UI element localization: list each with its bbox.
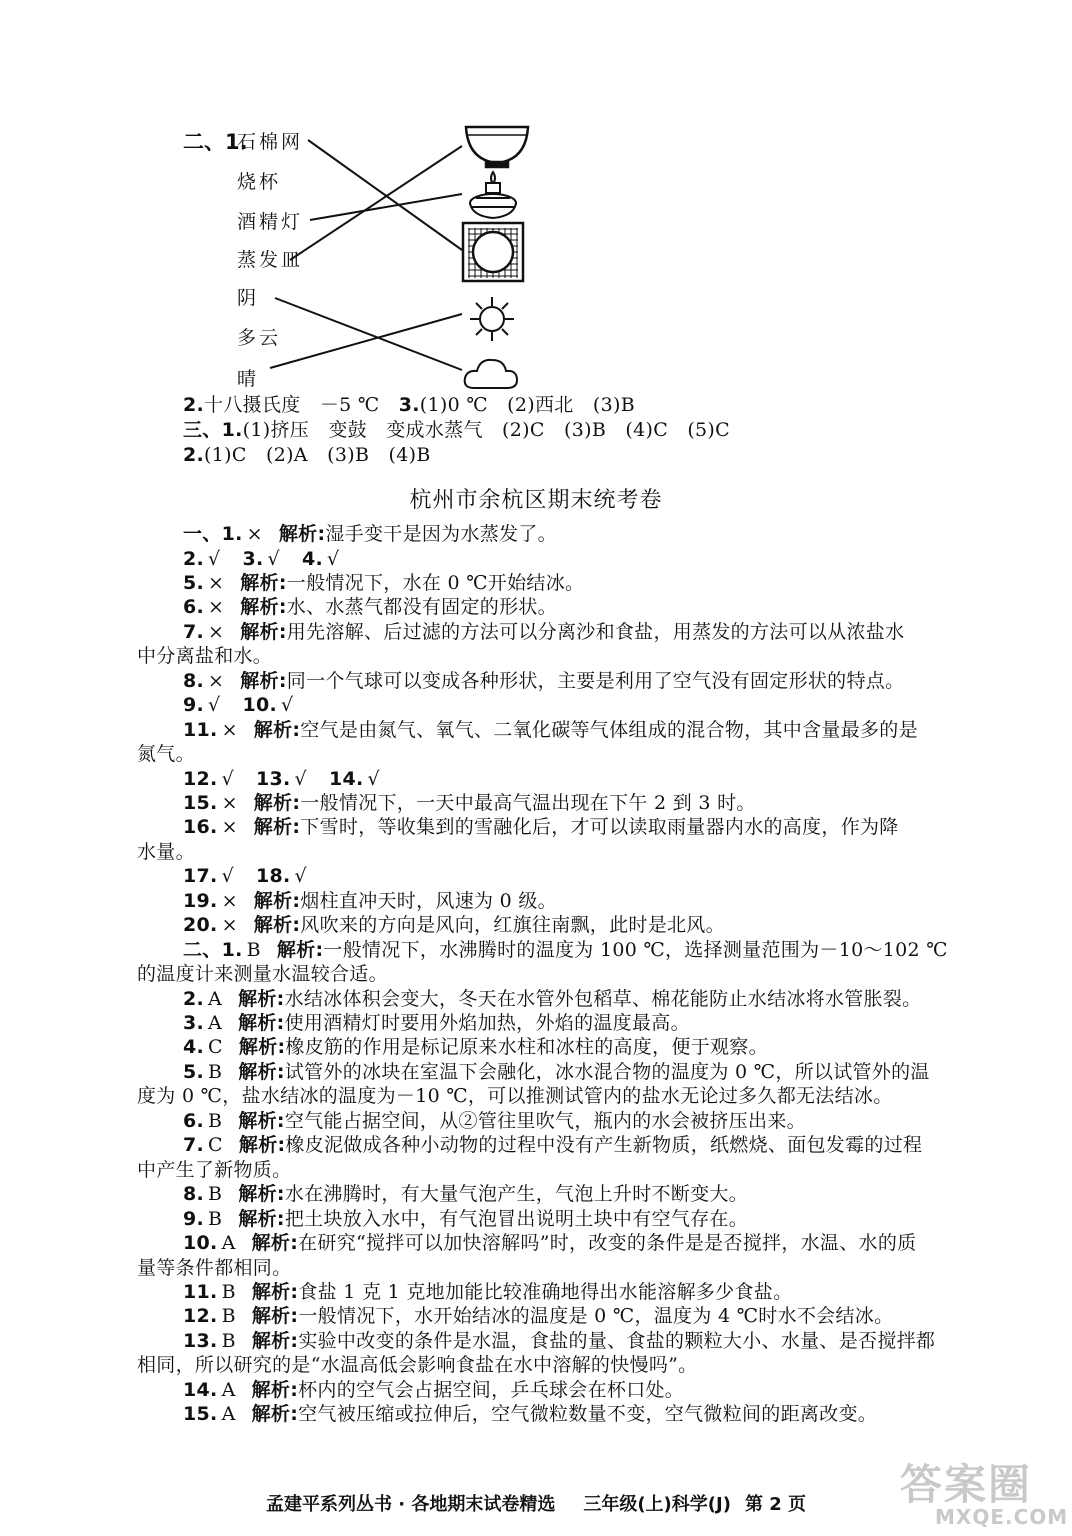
answer-text: (1)挤压 变鼓 变成水蒸气 (2)C (3)B (4)C (5)C: [242, 419, 730, 441]
question-number: 5.: [183, 571, 205, 594]
answer-line: [183, 1402, 877, 1426]
question-number: 12.: [183, 767, 218, 790]
explanation-tag: 解析:: [276, 938, 324, 961]
answer-line: [183, 595, 557, 619]
footer-page-suffix: 页: [788, 1494, 807, 1515]
explanation-text: 用先溶解、后过滤的方法可以分离沙和食盐，用蒸发的方法可以从浓盐水: [286, 620, 905, 643]
answer-mark: C: [208, 1036, 223, 1059]
answer-mark: √: [294, 865, 307, 888]
answer-line: [183, 864, 307, 888]
answer-mark: √: [367, 767, 380, 790]
answer-mark: A: [208, 1012, 223, 1034]
answer-text: (1)C (2)A (3)B (4)B: [204, 444, 431, 466]
explanation-text: 水在沸腾时，有大量气泡产生，气泡上升时不断变大。: [284, 1183, 749, 1206]
explanation-text: 下雪时，等收集到的雪融化后，才可以读取雨量器内水的高度，作为降: [300, 816, 899, 839]
answer-mark: B: [221, 1305, 236, 1328]
answer-text: (1)0 ℃ (2)西北 (3)B: [419, 394, 635, 416]
explanation-text: 空气被压缩或拉伸后，空气微粒数量不变，空气微粒间的距离改变。: [298, 1403, 878, 1426]
exam-title: 杭州市余杭区期末统考卷: [409, 488, 663, 513]
question-number: 18.: [255, 865, 291, 888]
explanation-text: 食盐 1 克 1 克地加能比较准确地得出水能溶解多少食盐。: [298, 1280, 793, 1303]
question-number: 2.: [183, 547, 205, 570]
answer-line: [183, 547, 339, 571]
matching-left-item: 酒精灯: [237, 211, 304, 233]
answer-mark: √: [267, 547, 280, 570]
explanation-tag: 解析:: [238, 987, 285, 1010]
answer-line: [183, 791, 756, 815]
answer-line: [183, 1035, 768, 1059]
answer-number: 三、1.: [183, 419, 243, 441]
explanation-tag: 解析:: [251, 1329, 299, 1352]
answer-continuation: 氮气。: [137, 743, 195, 765]
answer-continuation: 中产生了新物质。: [137, 1158, 292, 1181]
matching-left-item: 多云: [237, 327, 282, 349]
question-number: 3.: [183, 1012, 205, 1034]
question-number: 14.: [183, 1378, 218, 1401]
matching-left-item: 石棉网: [237, 131, 304, 153]
question-number: 6.: [183, 596, 205, 619]
answer-mark: ×: [221, 718, 238, 741]
explanation-tag: 解析:: [240, 571, 287, 594]
question-number: 4.: [183, 1036, 205, 1059]
explanation-text: 水结冰体积会变大，冬天在水管外包稻草、棉花能防止水结冰将水管胀裂。: [284, 987, 922, 1010]
question-number: 11.: [183, 718, 218, 741]
explanation-text: 一般情况下，一天中最高气温出现在下午 2 到 3 时。: [300, 792, 756, 814]
answer-line: [183, 938, 948, 962]
question-number: 9.: [183, 694, 205, 717]
explanation-text: 杯内的空气会占据空间，乒乓球会在杯口处。: [298, 1378, 685, 1401]
match-line-beaker: [290, 146, 462, 260]
explanation-text: 烟柱直冲天时，风速为 0 级。: [300, 889, 557, 912]
explanation-text: 水、水蒸气都没有固定的形状。: [286, 596, 557, 619]
answer-line: [183, 815, 899, 839]
explanation-tag: 解析:: [253, 816, 301, 839]
page-number: 2: [769, 1494, 782, 1515]
explanation-text: 一般情况下，水沸腾时的温度为 100 ℃，选择测量范围为－10～102 ℃: [323, 938, 948, 961]
answer-line: [183, 1133, 922, 1157]
answer-line: [183, 571, 584, 595]
explanation-tag: 解析:: [278, 523, 326, 545]
matching-left-item: 烧杯: [237, 171, 282, 193]
explanation-text: 橡皮筋的作用是标记原来水柱和冰柱的高度，便于观察。: [285, 1036, 768, 1059]
answer-line-3-1: [183, 418, 730, 442]
answer-line: [183, 987, 921, 1011]
explanation-tag: 解析:: [240, 620, 287, 643]
explanation-text: 同一个气球可以变成各种形状，主要是利用了空气没有固定形状的特点。: [286, 669, 905, 692]
question-number: 11.: [183, 1280, 218, 1303]
answer-continuation: 相同，所以研究的是“水温高低会影响食盐在水中溶解的快慢吗”。: [137, 1354, 698, 1377]
answer-line: [183, 718, 918, 742]
answer-mark: ×: [208, 571, 225, 594]
explanation-tag: 解析:: [240, 669, 287, 692]
question-number: 13.: [255, 767, 291, 790]
question-number: 7.: [183, 620, 205, 643]
answer-mark: ×: [208, 669, 225, 692]
answer-mark: A: [208, 987, 223, 1010]
question-number: 3.: [242, 547, 264, 570]
answer-line: [183, 1109, 806, 1133]
question-number: 8.: [183, 1183, 205, 1206]
explanation-tag: 解析:: [253, 718, 301, 741]
watermark-url: MXQE.COM: [935, 1505, 1069, 1529]
question-number: 12.: [183, 1305, 218, 1328]
question-number: 20.: [183, 914, 218, 937]
answer-line: [183, 1182, 748, 1206]
answer-mark: B: [208, 1207, 223, 1230]
explanation-tag: 解析:: [251, 1305, 299, 1328]
answer-line: [183, 1378, 684, 1402]
question-number: 6.: [183, 1109, 205, 1132]
explanation-tag: 解析:: [251, 1280, 299, 1303]
footer-series: 孟建平系列丛书 · 各地期末试卷精选: [265, 1494, 556, 1515]
explanation-tag: 解析:: [238, 1183, 285, 1206]
answer-line-3-2: [183, 443, 431, 467]
answer-number: 2.: [183, 444, 205, 466]
matching-left-item: 晴: [237, 368, 260, 390]
question-number: 16.: [183, 816, 218, 839]
answer-line: [183, 669, 904, 693]
explanation-tag: 解析:: [238, 1109, 285, 1132]
match-line-alcohol-lamp: [310, 194, 462, 220]
answer-line: [183, 1207, 748, 1231]
answer-mark: B: [246, 938, 261, 961]
answer-mark: √: [294, 767, 307, 790]
answer-mark: ×: [221, 792, 238, 814]
question-number: 13.: [183, 1329, 218, 1352]
answer-mark: B: [221, 1329, 236, 1352]
explanation-tag: 解析:: [238, 1036, 286, 1059]
answer-line: [183, 1060, 930, 1084]
explanation-text: 一般情况下，水开始结冰的温度是 0 ℃，温度为 4 ℃时水不会结冰。: [298, 1305, 894, 1328]
answer-mark: ×: [221, 914, 238, 937]
answer-mark: √: [208, 694, 221, 717]
question-number: 二、1.: [183, 938, 243, 961]
answer-mark: B: [208, 1109, 223, 1132]
question-number: 15.: [183, 792, 218, 814]
answer-line: [183, 913, 725, 937]
footer-grade: 三年级(上)科学(J): [583, 1494, 731, 1515]
answer-line: [183, 1304, 893, 1328]
matching-section-label: 二、1.: [183, 130, 248, 154]
matching-diagram: [0, 0, 1072, 400]
explanation-tag: 解析:: [238, 1060, 285, 1083]
answer-line: [183, 1280, 792, 1304]
answer-mark: B: [221, 1280, 236, 1303]
question-number: 一、1.: [183, 523, 243, 545]
watermark-logo: 答案圈: [900, 1460, 1033, 1509]
alcohol-lamp-icon: [470, 172, 516, 218]
footer-page-prefix: 第: [744, 1494, 763, 1515]
question-number: 9.: [183, 1207, 205, 1230]
answer-line-2-3: [183, 393, 635, 417]
question-number: 4.: [301, 547, 323, 570]
answer-text: 十八摄氏度 －5 ℃: [204, 394, 399, 416]
answer-mark: ×: [208, 620, 225, 643]
answer-mark: √: [281, 694, 294, 717]
question-number: 10.: [183, 1232, 218, 1254]
evaporating-dish-icon: [466, 127, 528, 167]
question-number: 2.: [183, 987, 205, 1010]
explanation-text: 使用酒精灯时要用外焰加热，外焰的温度最高。: [284, 1012, 690, 1034]
answer-mark: ×: [221, 816, 238, 839]
explanation-tag: 解析:: [240, 596, 287, 619]
question-number: 5.: [183, 1060, 205, 1083]
explanation-tag: 解析:: [238, 1012, 285, 1034]
explanation-tag: 解析:: [251, 1378, 299, 1401]
explanation-tag: 解析:: [251, 1232, 299, 1254]
explanation-text: 一般情况下，水在 0 ℃开始结冰。: [286, 571, 585, 594]
answer-line: [183, 1329, 935, 1353]
answer-continuation: 水量。: [137, 840, 195, 863]
explanation-tag: 解析:: [251, 1403, 299, 1426]
question-number: 14.: [328, 767, 364, 790]
answer-mark: √: [326, 547, 340, 570]
question-number: 8.: [183, 669, 205, 692]
answer-mark: ×: [208, 596, 225, 619]
question-number: 17.: [183, 865, 218, 888]
answer-line: [183, 889, 557, 913]
sun-icon: [470, 297, 514, 341]
explanation-tag: 解析:: [253, 792, 301, 814]
explanation-text: 在研究“搅拌可以加快溶解吗”时，改变的条件是是否搅拌，水温、水的质: [298, 1232, 917, 1254]
answer-mark: B: [208, 1060, 223, 1083]
explanation-tag: 解析:: [238, 1134, 286, 1157]
answer-mark: √: [208, 547, 221, 570]
explanation-text: 实验中改变的条件是水温，食盐的量、食盐的颗粒大小、水量、是否搅拌都: [298, 1329, 936, 1352]
answer-number: 3.: [398, 394, 420, 416]
answer-continuation: 量等条件都相同。: [137, 1256, 292, 1279]
explanation-text: 空气能占据空间，从②管往里吹气，瓶内的水会被挤压出来。: [284, 1109, 806, 1132]
answer-mark: A: [221, 1232, 236, 1254]
answer-mark: C: [208, 1134, 223, 1157]
explanation-text: 把土块放入水中，有气泡冒出说明土块中有空气存在。: [284, 1207, 749, 1230]
answer-mark: A: [221, 1403, 236, 1426]
matching-left-item: 蒸发皿: [237, 249, 304, 271]
asbestos-net-icon: [463, 223, 523, 281]
explanation-text: 湿手变干是因为水蒸发了。: [325, 523, 557, 545]
explanation-text: 空气是由氮气、氧气、二氧化碳等气体组成的混合物，其中含量最多的是: [300, 718, 918, 741]
question-number: 7.: [183, 1134, 205, 1157]
question-number: 10.: [242, 694, 278, 717]
explanation-tag: 解析:: [238, 1207, 285, 1230]
explanation-text: 风吹来的方向是风向，红旗往南飘，此时是北风。: [300, 914, 725, 937]
answer-mark: √: [221, 865, 234, 888]
answer-line: [183, 693, 293, 717]
answer-continuation: 的温度计来测量水温较合适。: [137, 963, 388, 986]
answer-mark: ×: [221, 889, 238, 912]
explanation-text: 橡皮泥做成各种小动物的过程中没有产生新物质，纸燃烧、面包发霉的过程: [285, 1134, 923, 1157]
explanation-tag: 解析:: [253, 914, 301, 937]
cloud-icon: [465, 360, 517, 388]
answer-mark: B: [208, 1183, 223, 1206]
question-number: 15.: [183, 1403, 218, 1426]
answer-line: [183, 1011, 690, 1035]
answer-line: [183, 1231, 916, 1255]
answer-mark: ×: [246, 523, 263, 545]
question-number: 19.: [183, 889, 218, 912]
answer-number: 2.: [183, 394, 205, 416]
answer-continuation: 度为 0 ℃，盐水结冰的温度为－10 ℃，可以推测试管内的盐水无论过多久都无法结冰。: [137, 1085, 893, 1108]
answer-mark: √: [221, 767, 234, 790]
answer-line: [183, 522, 557, 546]
explanation-tag: 解析:: [253, 889, 301, 912]
answer-mark: A: [221, 1378, 236, 1401]
answer-line: [183, 767, 380, 791]
explanation-text: 试管外的冰块在室温下会融化，冰水混合物的温度为 0 ℃，所以试管外的温: [284, 1060, 930, 1083]
answer-continuation: 中分离盐和水。: [137, 645, 273, 668]
answer-line: [183, 620, 904, 644]
matching-left-item: 阴: [237, 287, 260, 309]
